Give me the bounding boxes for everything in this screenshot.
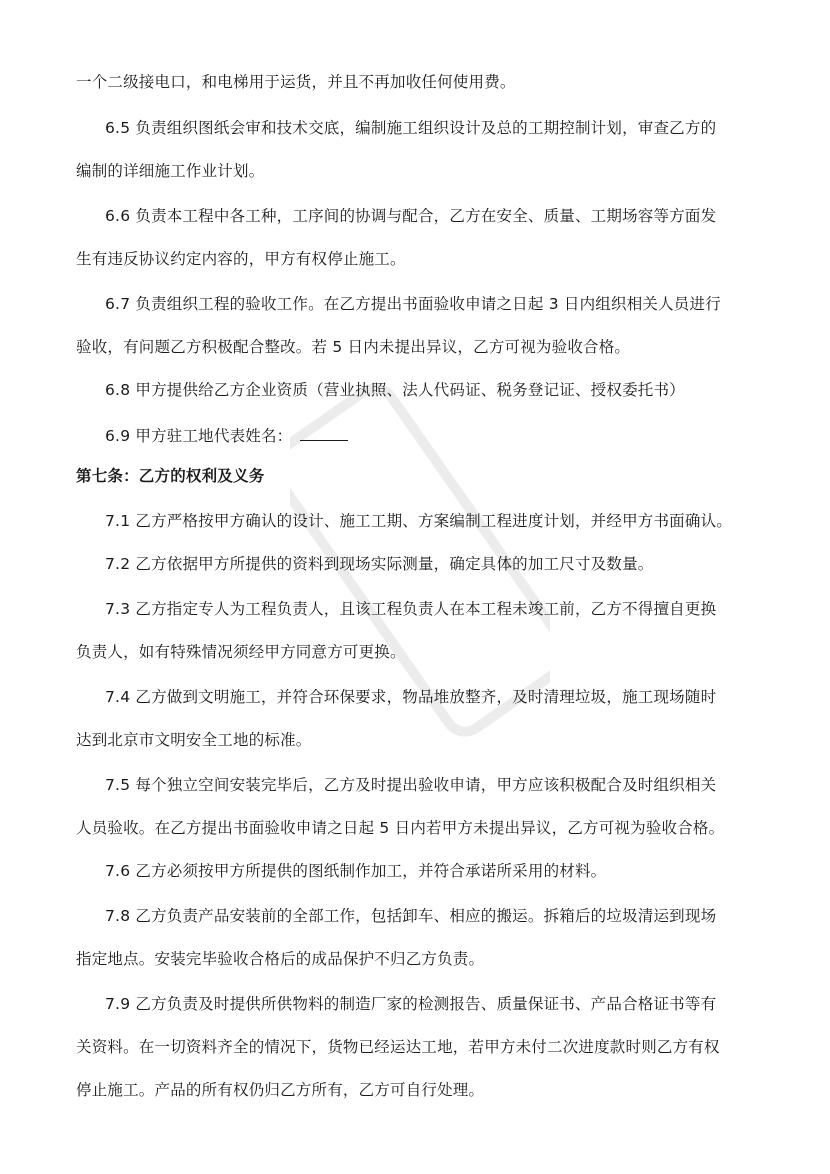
clause-7-2: 7.2 乙方依据甲方所提供的资料到现场实际测量，确定具体的加工尺寸及数量。: [105, 555, 654, 573]
text-line: 人员验收。在乙方提出书面验收申请之日起 5 日内若甲方未提出异议，乙方可视为验收合格。: [76, 819, 725, 837]
clause-6-5: 6.5 负责组织图纸会审和技术交底，编制施工组织设计及总的工期控制计划，审查乙方的: [105, 119, 717, 137]
clause-6-8: 6.8 甲方提供给乙方企业资质（营业执照、法人代码证、税务登记证、授权委托书）: [105, 381, 685, 399]
clause-6-9-text: 6.9 甲方驻工地代表姓名：: [105, 427, 293, 445]
clause-6-7: 6.7 负责组织工程的验收工作。在乙方提出书面验收申请之日起 3 日内组织相关人员进行: [105, 295, 721, 313]
clause-7-4: 7.4 乙方做到文明施工，并符合环保要求，物品堆放整齐，及时清理垃圾，施工现场随时: [105, 688, 717, 706]
section-heading-article-7: 第七条：乙方的权利及义务: [76, 467, 265, 485]
text-line: 指定地点。安装完毕验收合格后的成品保护不归乙方负责。: [76, 950, 485, 968]
text-line: 验收，有问题乙方积极配合整改。若 5 日内未提出异议，乙方可视为验收合格。: [76, 338, 631, 356]
clause-6-6: 6.6 负责本工程中各工种，工序间的协调与配合，乙方在安全、质量、工期场容等方面发: [105, 207, 717, 225]
text-line: 停止施工。产品的所有权仍归乙方所有，乙方可自行处理。: [76, 1081, 485, 1099]
clause-7-8: 7.8 乙方负责产品安装前的全部工作，包括卸车、相应的搬运。拆箱后的垃圾清运到现场: [105, 907, 717, 925]
clause-7-1: 7.1 乙方严格按甲方确认的设计、施工工期、方案编制工程进度计划，并经甲方书面确认。: [105, 512, 732, 530]
text-line: 一个二级接电口，和电梯用于运货，并且不再加收任何使用费。: [76, 73, 516, 91]
text-line: 关资料。在一切资料齐全的情况下，货物已经运达工地，若甲方未付二次进度款时则乙方有权: [76, 1038, 720, 1056]
text-line: 生有违反协议约定内容的，甲方有权停止施工。: [76, 250, 406, 268]
text-line: 达到北京市文明安全工地的标准。: [76, 731, 312, 749]
clause-6-9: [105, 424, 795, 447]
representative-name-blank: [300, 424, 348, 441]
clause-7-5: 7.5 每个独立空间安装完毕后，乙方及时提出验收申请，甲方应该积极配合及时组织相关: [105, 776, 717, 794]
clause-7-3: 7.3 乙方指定专人为工程负责人，且该工程负责人在本工程未竣工前，乙方不得擅自更换: [105, 600, 717, 618]
clause-7-6: 7.6 乙方必须按甲方所提供的图纸制作加工，并符合承诺所采用的材料。: [105, 862, 607, 880]
text-line: 编制的详细施工作业计划。: [76, 162, 265, 180]
text-line: 负责人，如有特殊情况须经甲方同意方可更换。: [76, 643, 406, 661]
clause-7-9: 7.9 乙方负责及时提供所供物料的制造厂家的检测报告、质量保证书、产品合格证书等有: [105, 995, 717, 1013]
